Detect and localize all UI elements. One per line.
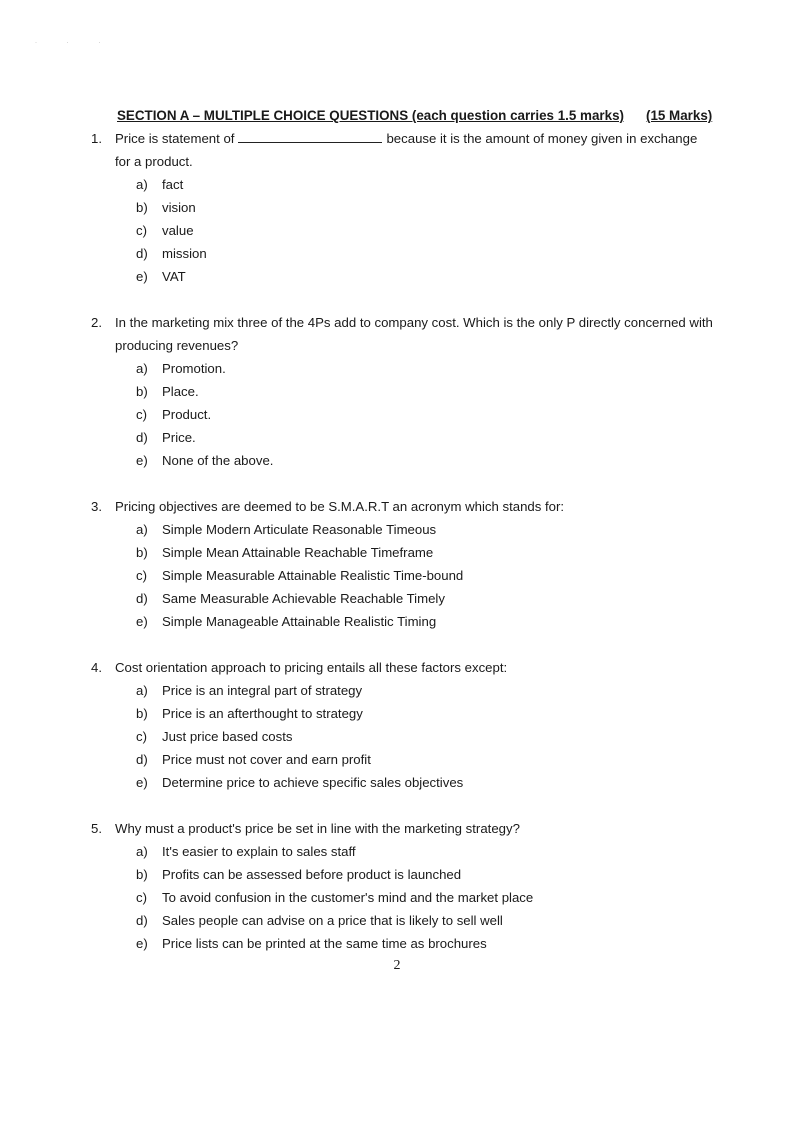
option-letter: c) [136,568,147,583]
answer-option [0,173,794,196]
option-text: mission [162,246,207,261]
question-line [0,495,794,518]
option-text: None of the above. [162,453,274,468]
option-letter: e) [136,775,148,790]
question-line [0,334,794,357]
answer-option [0,840,794,863]
option-text: Product. [162,407,212,422]
option-text: To avoid confusion in the customer's mind and the market place [162,890,534,905]
option-letter: a) [136,522,148,537]
answer-option [0,265,794,288]
answer-option [0,541,794,564]
question-number: 3. [91,499,102,514]
option-text: Place. [162,384,199,399]
answer-option [0,932,794,955]
option-text: It's easier to explain to sales staff [162,844,356,859]
question-line [0,656,794,679]
option-text: Simple Manageable Attainable Realistic Timing [162,614,437,629]
option-letter: c) [136,407,147,422]
question-number: 1. [91,131,102,146]
question-line [0,817,794,840]
answer-option [0,357,794,380]
option-text: VAT [162,269,186,284]
answer-option [0,886,794,909]
answer-option [0,725,794,748]
question-number: 5. [91,821,102,836]
option-letter: d) [136,591,148,606]
answer-option [0,196,794,219]
option-letter: d) [136,430,148,445]
question-text: Cost orientation approach to pricing entails all these factors except: [115,660,508,675]
answer-option [0,380,794,403]
answer-option [0,863,794,886]
answer-option [0,679,794,702]
section-marks: (15 Marks) [645,108,713,123]
option-text: Price lists can be printed at the same time as brochures [162,936,487,951]
answer-option [0,449,794,472]
question-text: for a product. [115,154,193,169]
section-header [0,104,794,127]
option-text: Price is an afterthought to strategy [162,706,363,721]
option-text: vision [162,200,196,215]
answer-option [0,426,794,449]
option-letter: b) [136,384,148,399]
option-letter: e) [136,269,148,284]
option-text: Profits can be assessed before product is launched [162,867,462,882]
option-letter: c) [136,223,147,238]
option-letter: a) [136,361,148,376]
fill-in-blank [238,128,382,143]
question-3 [0,495,794,633]
question-number: 2. [91,315,102,330]
question-text: Pricing objectives are deemed to be S.M.A.R.T an acronym which stands for: [115,499,565,514]
question-text: In the marketing mix three of the 4Ps add to company cost. Which is the only P directly concerned with [115,315,713,330]
option-text: Sales people can advise on a price that is likely to sell well [162,913,503,928]
option-letter: b) [136,545,148,560]
option-text: Just price based costs [162,729,293,744]
option-text: Price is an integral part of strategy [162,683,363,698]
question-line [0,127,794,150]
page-number: 2 [393,958,401,973]
option-letter: b) [136,706,148,721]
option-letter: d) [136,752,148,767]
option-letter: a) [136,844,148,859]
question-text: Price is statement of [115,131,235,146]
option-letter: a) [136,683,148,698]
question-line [0,150,794,173]
option-letter: d) [136,913,148,928]
answer-option [0,403,794,426]
option-text: Simple Modern Articulate Reasonable Timeous [162,522,437,537]
option-text: Simple Mean Attainable Reachable Timeframe [162,545,434,560]
question-text: producing revenues? [115,338,239,353]
question-4 [0,656,794,794]
option-letter: a) [136,177,148,192]
option-text: Simple Measurable Attainable Realistic Time-bound [162,568,464,583]
answer-option [0,610,794,633]
option-text: fact [162,177,184,192]
option-letter: c) [136,890,147,905]
scan-specks: · · · [35,40,115,46]
option-letter: b) [136,200,148,215]
answer-option [0,242,794,265]
exam-page [0,104,794,955]
question-text: because it is the amount of money given in exchange [386,131,698,146]
answer-option [0,587,794,610]
answer-option [0,771,794,794]
option-letter: e) [136,453,148,468]
question-2 [0,311,794,472]
question-5 [0,817,794,955]
option-text: Determine price to achieve specific sales objectives [162,775,464,790]
option-letter: e) [136,936,148,951]
section-title: SECTION A – MULTIPLE CHOICE QUESTIONS (each question carries 1.5 marks) [117,108,624,123]
option-text: value [162,223,194,238]
answer-option [0,518,794,541]
question-line [0,311,794,334]
option-letter: d) [136,246,148,261]
option-text: Price. [162,430,196,445]
option-text: Promotion. [162,361,226,376]
answer-option [0,219,794,242]
answer-option [0,909,794,932]
option-text: Price must not cover and earn profit [162,752,371,767]
question-number: 4. [91,660,102,675]
question-1 [0,127,794,288]
option-letter: e) [136,614,148,629]
answer-option [0,748,794,771]
option-letter: b) [136,867,148,882]
option-letter: c) [136,729,147,744]
question-text: Why must a product's price be set in line with the marketing strategy? [115,821,520,836]
answer-option [0,702,794,725]
answer-option [0,564,794,587]
option-text: Same Measurable Achievable Reachable Timely [162,591,445,606]
